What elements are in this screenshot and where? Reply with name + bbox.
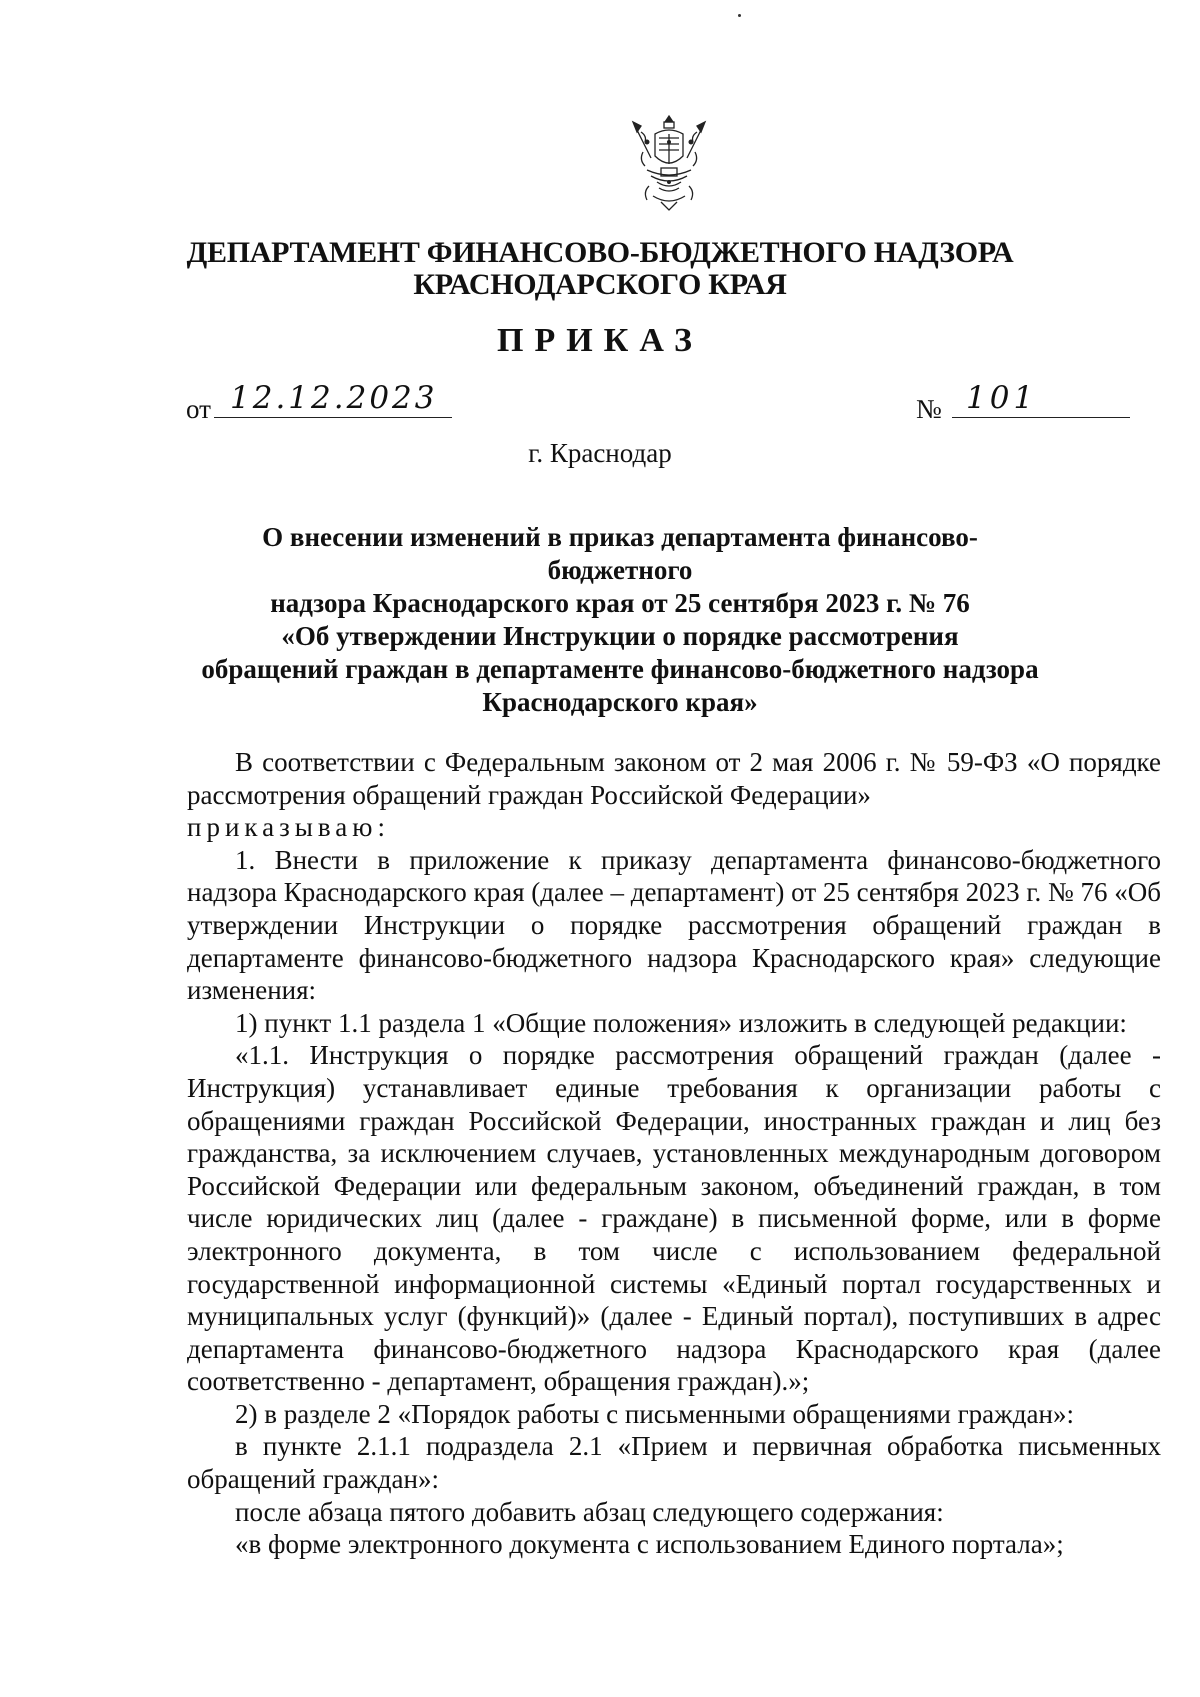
number-label: № bbox=[916, 394, 942, 424]
handwritten-date: 12.12.2023 bbox=[214, 380, 452, 418]
paragraph-5: в пункте 2.1.1 подраздела 2.1 «Прием и первичная обработка письменных обращений граждан»: bbox=[187, 1431, 1161, 1495]
order-body bbox=[187, 746, 1161, 1561]
paragraph-1: 1. Внести в приложение к приказу департамента финансово-бюджетного надзора Краснодарского края (далее – департамент) от 25 сентября 2023 г. № 76 «Об утверждении Инструкции о порядке рассмотрения обращений граждан в департаменте финансово-бюджетного надзора Краснодарского края» следующие изменения: bbox=[187, 844, 1161, 1006]
subject-line: Краснодарского края» bbox=[482, 687, 758, 717]
date-label: от bbox=[186, 394, 211, 424]
intro-paragraph: В соответствии с Федеральным законом от 2 мая 2006 г. № 59-ФЗ «О порядке рассмотрения обращений граждан Российской Федерации» bbox=[187, 747, 1161, 810]
paragraph-7: «в форме электронного документа с использованием Единого портала»; bbox=[235, 1529, 1064, 1560]
subject-line: обращений граждан в департаменте финансово-бюджетного надзора bbox=[201, 654, 1039, 684]
scan-speck bbox=[738, 14, 741, 17]
subject-line: О внесении изменений в приказ департамента финансово-бюджетного bbox=[262, 522, 978, 585]
handwritten-number: 101 bbox=[952, 380, 1130, 418]
order-word: приказываю: bbox=[187, 812, 390, 843]
paragraph-2: 1) пункт 1.1 раздела 1 «Общие положения» изложить в следующей редакции: bbox=[235, 1007, 1127, 1038]
subject-line: надзора Краснодарского края от 25 сентября 2023 г. № 76 bbox=[270, 588, 970, 618]
order-subject bbox=[190, 521, 1050, 719]
city-line: г. Краснодар bbox=[528, 438, 672, 468]
document-type-title: ПРИКАЗ bbox=[497, 322, 703, 359]
department-name-line1: ДЕПАРТАМЕНТ ФИНАНСОВО-БЮДЖЕТНОГО НАДЗОРА bbox=[186, 236, 1014, 269]
paragraph-6: после абзаца пятого добавить абзац следующего содержания: bbox=[235, 1496, 944, 1527]
paragraph-4: 2) в разделе 2 «Порядок работы с письменными обращениями граждан»: bbox=[235, 1398, 1074, 1429]
department-name-line2: КРАСНОДАРСКОГО КРАЯ bbox=[413, 268, 787, 301]
subject-line: «Об утверждении Инструкции о порядке рассмотрения bbox=[281, 621, 959, 651]
coat-of-arms-emblem bbox=[627, 112, 711, 216]
paragraph-3: «1.1. Инструкция о порядке рассмотрения обращений граждан (далее - Инструкция) устанавливает единые требования к организации работы с обращениями граждан Российской Федерации, иностранных граждан и лиц без гражданства, за исключением случаев, установленных международным договором Российской Федерации или федеральным законом, объединений граждан, в том числе юридических лиц (далее - граждане) в письменной форме, или в форме электронного документа, в том числе с использованием федеральной государственной информационной системы «Единый портал государственных и муниципальных услуг (функций)» (далее - Единый портал), поступивших в адрес департамента финансово-бюджетного надзора Краснодарского края (далее соответственно - департамент, обращения граждан).»; bbox=[187, 1040, 1161, 1397]
